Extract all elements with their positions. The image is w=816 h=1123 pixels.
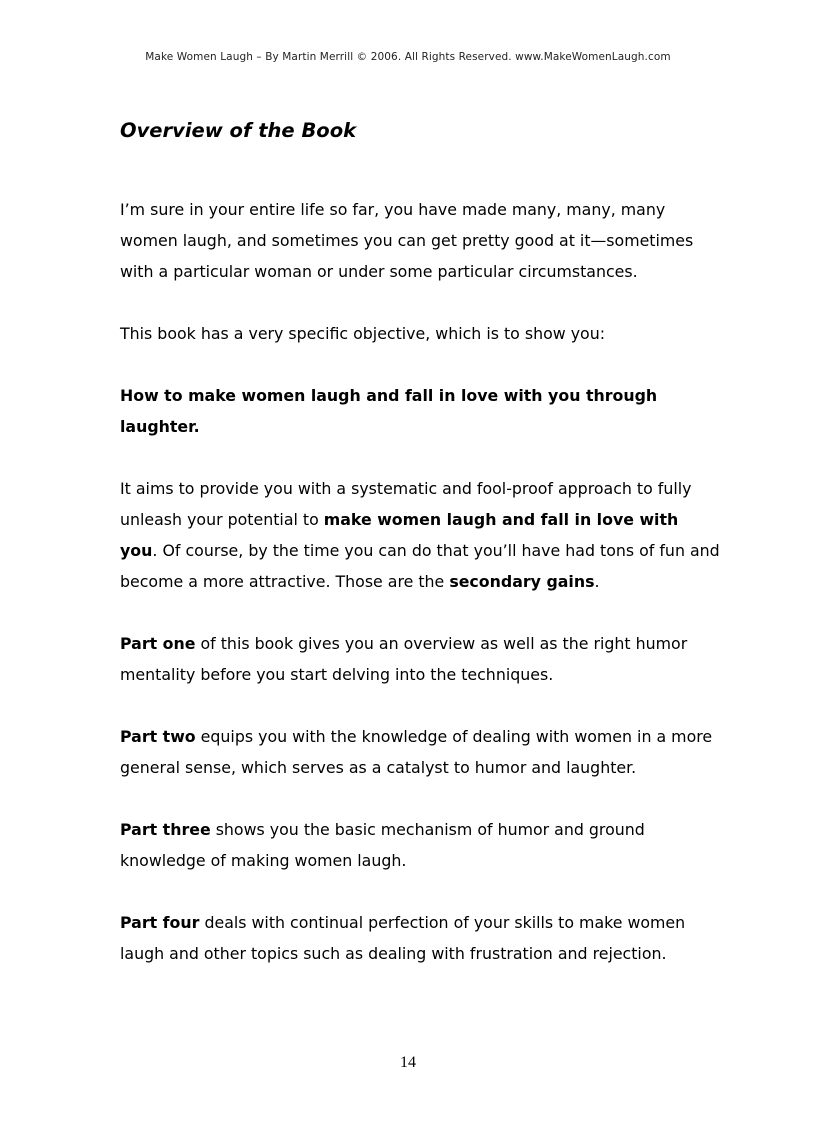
aims-bold-2: secondary gains xyxy=(449,572,595,591)
intro-paragraph xyxy=(120,194,720,287)
part-three-label: Part three xyxy=(120,820,211,839)
objective-text: This book has a very specific objective, which is to show you: xyxy=(120,324,606,343)
aims-text-2: . Of course, by the time you can do that you’ll have had tons of fun and become a more attractive. Those are the xyxy=(120,541,720,591)
part-one-paragraph xyxy=(120,628,720,690)
section-title: Overview of the Book xyxy=(120,119,357,142)
aims-bold-1: make women laugh and fall in love with you xyxy=(120,510,679,560)
aims-paragraph xyxy=(120,473,720,597)
aims-text-1: It aims to provide you with a systematic and fool-proof approach to fully unleash your potential to xyxy=(120,479,692,529)
part-two-label: Part two xyxy=(120,727,196,746)
part-two-paragraph xyxy=(120,721,720,783)
part-one-label: Part one xyxy=(120,634,196,653)
objective-paragraph xyxy=(120,318,720,349)
part-one-text: of this book gives you an overview as well as the right humor mentality before you start delving into the techniques. xyxy=(120,634,688,684)
aims-text-3: . xyxy=(594,572,600,591)
headline-text: How to make women laugh and fall in love with you through laughter. xyxy=(120,386,658,436)
page-content xyxy=(120,117,720,969)
running-header: Make Women Laugh – By Martin Merrill © 2006. All Rights Reserved. www.MakeWomenLaugh.com xyxy=(145,51,671,63)
part-four-paragraph xyxy=(120,907,720,969)
part-four-text: deals with continual perfection of your skills to make women laugh and other topics such as dealing with frustration and rejection. xyxy=(120,913,686,963)
part-three-paragraph xyxy=(120,814,720,876)
part-four-label: Part four xyxy=(120,913,200,932)
part-two-text: equips you with the knowledge of dealing with women in a more general sense, which serves as a catalyst to humor and laughter. xyxy=(120,727,713,777)
part-three-text: shows you the basic mechanism of humor and ground knowledge of making women laugh. xyxy=(120,820,645,870)
intro-text: I’m sure in your entire life so far, you have made many, many, many women laugh, and sometimes you can get pretty good at it—sometimes with a particular woman or under some particular circumstances. xyxy=(120,200,694,281)
headline-paragraph xyxy=(120,380,720,442)
page-number: 14 xyxy=(400,1054,416,1071)
